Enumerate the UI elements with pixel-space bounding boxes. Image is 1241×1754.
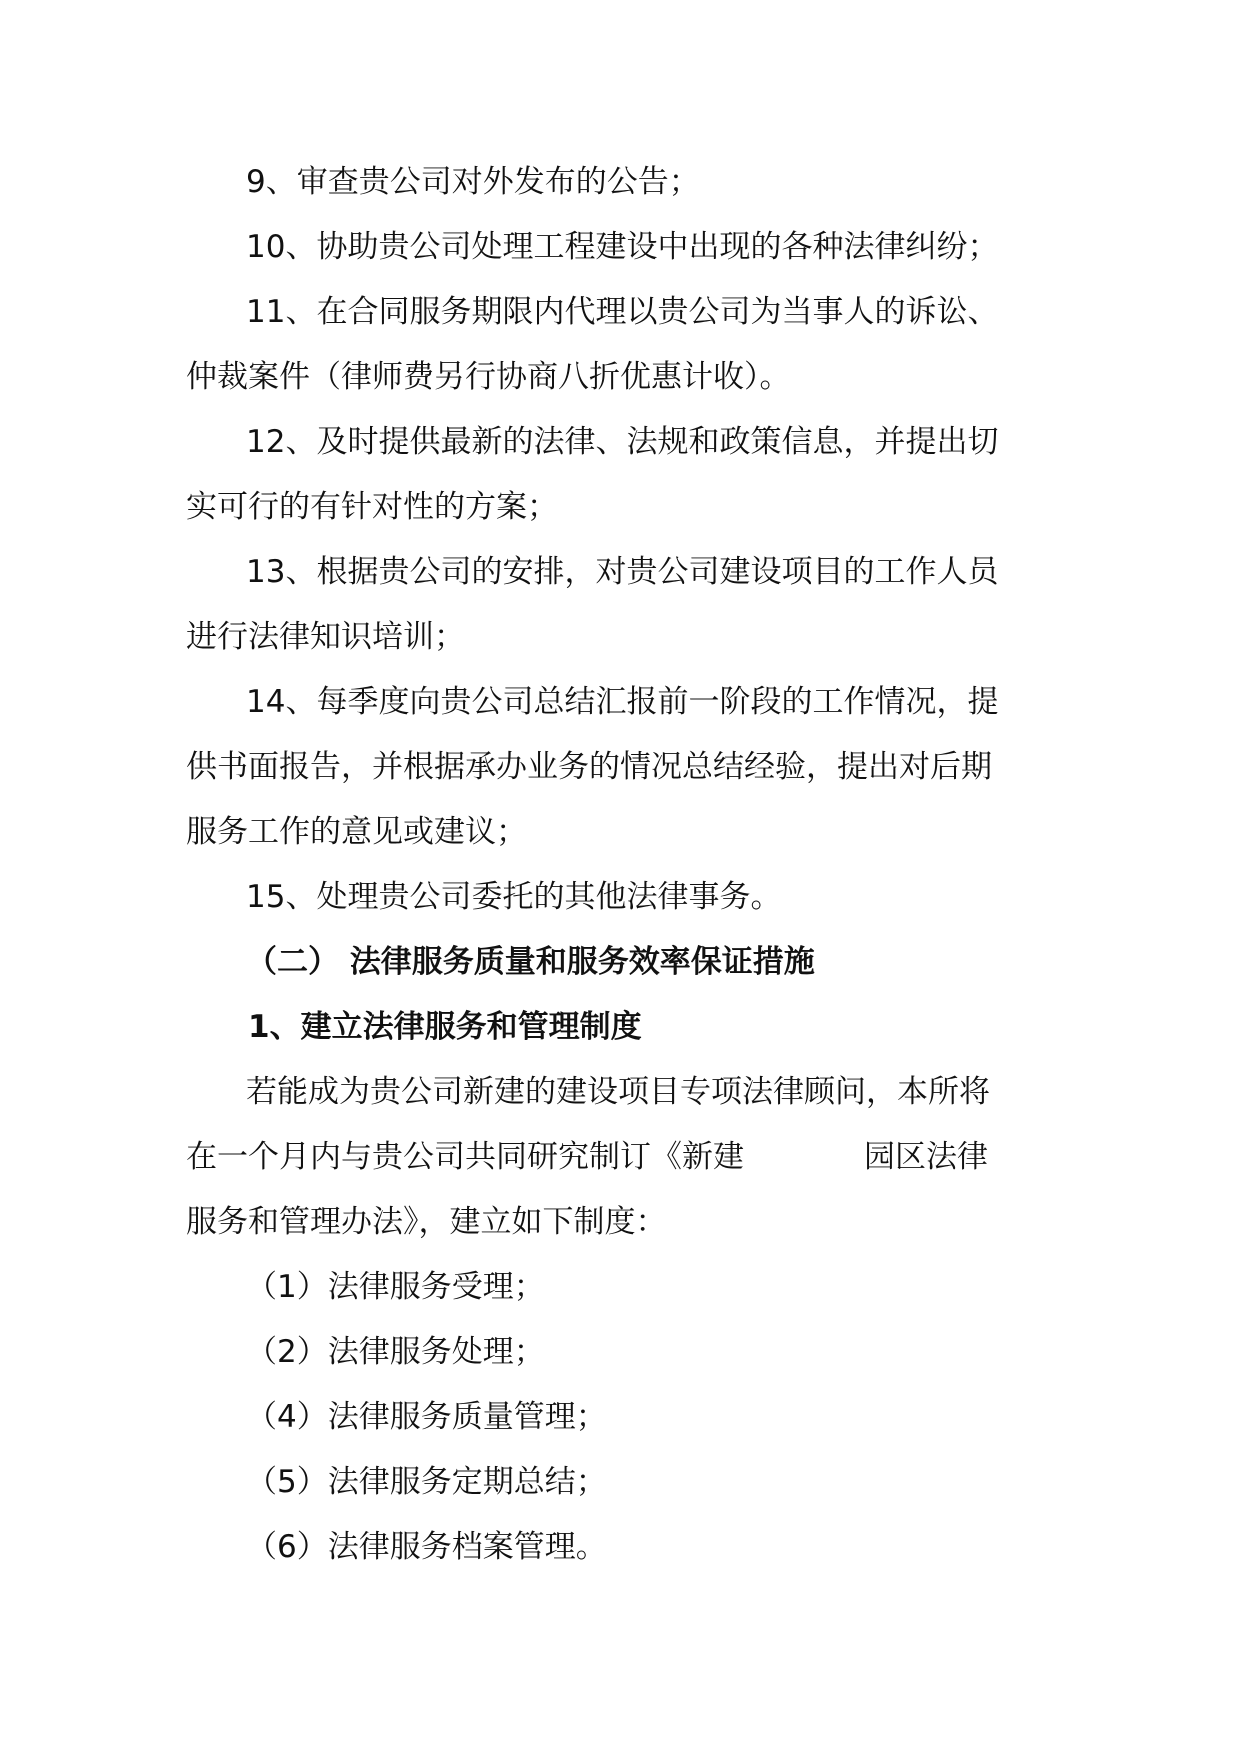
item-13-line-2: 进行法律知识培训； — [186, 619, 465, 655]
item-9: 9、审查贵公司对外发布的公告； — [246, 164, 700, 200]
list-item: （6）法律服务档案管理。 — [246, 1529, 607, 1565]
list-item: （4）法律服务质量管理； — [246, 1399, 607, 1435]
paragraph-line-2-part-1: 在一个月内与贵公司共同研究制订《新建 — [186, 1139, 744, 1175]
item-12-line-2: 实可行的有针对性的方案； — [186, 489, 558, 525]
item-14-line-2: 供书面报告，并根据承办业务的情况总结经验，提出对后期 — [186, 749, 992, 785]
item-13-line-1: 13、根据贵公司的安排，对贵公司建设项目的工作人员 — [246, 554, 999, 590]
paragraph-line-2-part-2: 园区法律 — [864, 1139, 988, 1175]
paragraph-line-3: 服务和管理办法》，建立如下制度： — [186, 1204, 667, 1240]
item-11-line-1: 11、在合同服务期限内代理以贵公司为当事人的诉讼、 — [246, 294, 999, 330]
item-14-line-1: 14、每季度向贵公司总结汇报前一阶段的工作情况，提 — [246, 684, 999, 720]
paragraph-line-1: 若能成为贵公司新建的建设项目专项法律顾问，本所将 — [246, 1074, 990, 1110]
item-14-line-3: 服务工作的意见或建议； — [186, 814, 527, 850]
list-item: （2）法律服务处理； — [246, 1334, 545, 1370]
item-10: 10、协助贵公司处理工程建设中出现的各种法律纠纷； — [246, 229, 999, 265]
item-12-line-1: 12、及时提供最新的法律、法规和政策信息，并提出切 — [246, 424, 999, 460]
document-body — [186, 150, 1056, 1580]
item-11-line-2: 仲裁案件（律师费另行协商八折优惠计收）。 — [186, 359, 791, 395]
list-item: （1）法律服务受理； — [246, 1269, 545, 1305]
paragraph-line-2 — [186, 1125, 1056, 1190]
section-heading: （二） 法律服务质量和服务效率保证措施 — [246, 944, 815, 980]
item-15: 15、处理贵公司委托的其他法律事务。 — [246, 879, 782, 915]
list-item: （5）法律服务定期总结； — [246, 1464, 607, 1500]
subsection-heading: 1、建立法律服务和管理制度 — [248, 1009, 642, 1045]
